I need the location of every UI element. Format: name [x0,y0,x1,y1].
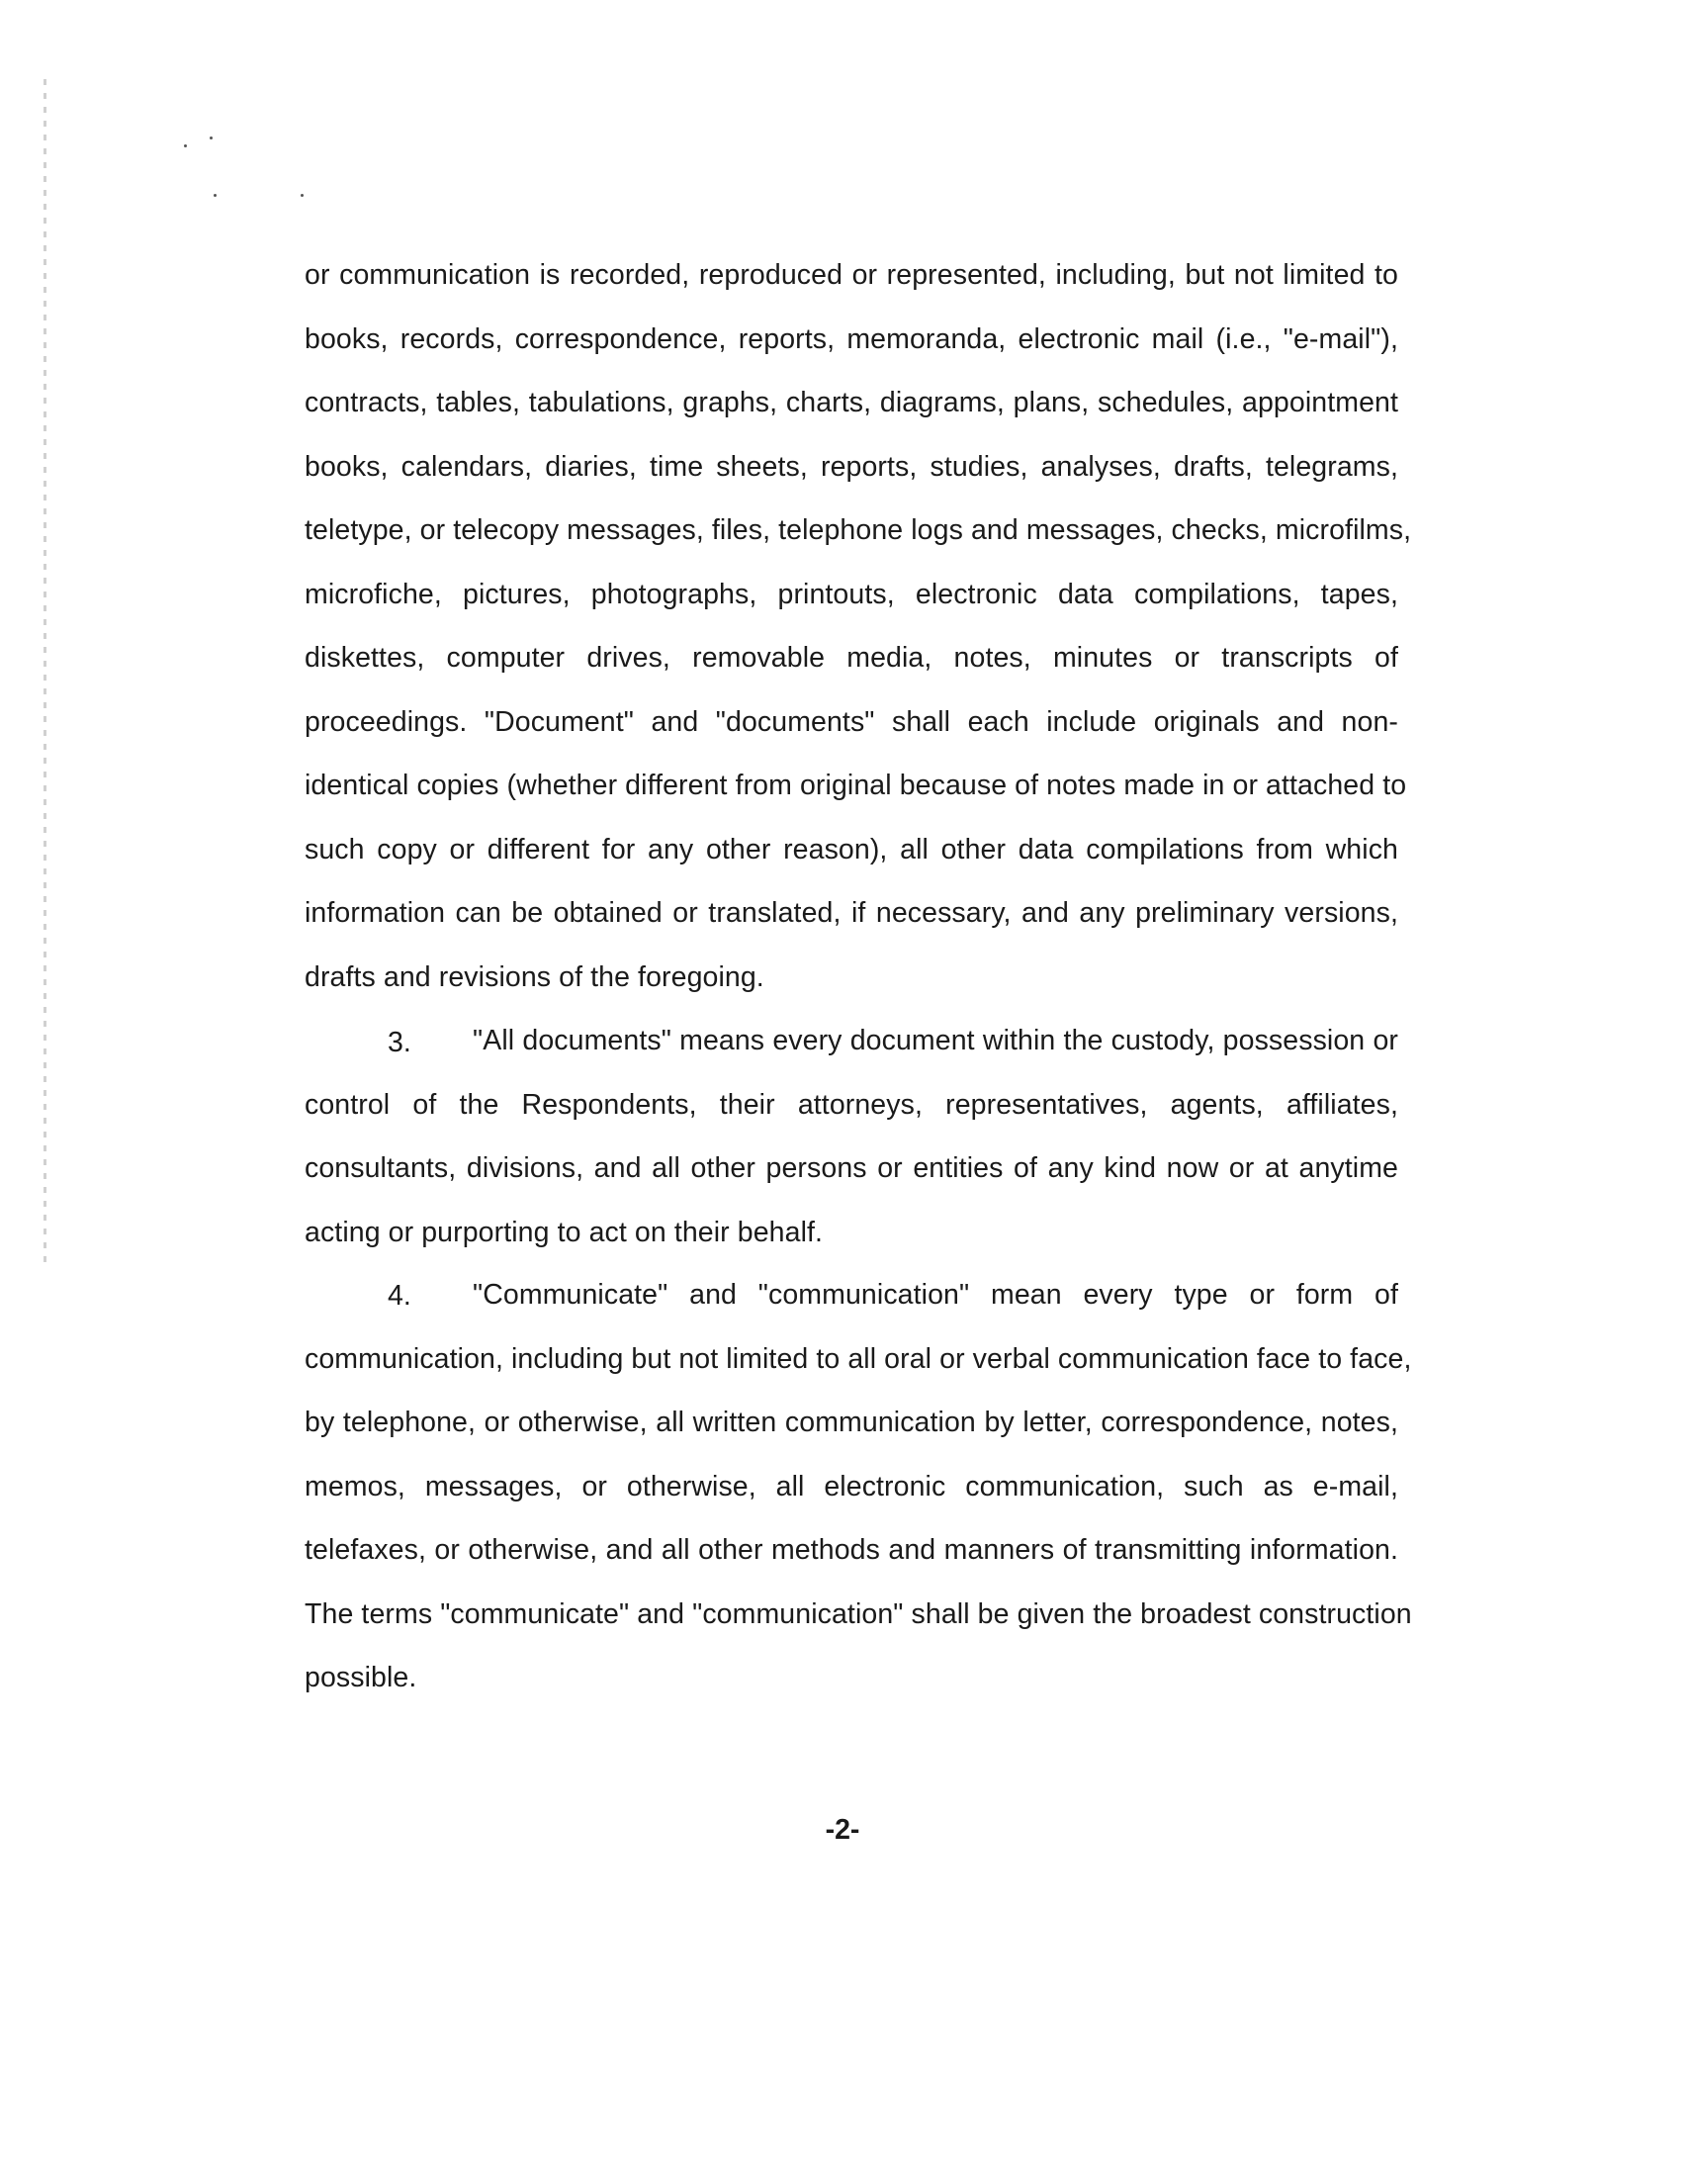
paragraph-line: books, calendars, diaries, time sheets, reports, studies, analyses, drafts, telegrams, [305,450,1398,483]
paragraph-line: teletype, or telecopy messages, files, telephone logs and messages, checks, microfilms, [305,514,1412,546]
paragraph-line: memos, messages, or otherwise, all electronic communication, such as e-mail, [305,1470,1398,1502]
paragraph-line: microfiche, pictures, photographs, printouts, electronic data compilations, tapes, [305,578,1398,610]
paragraph-line: diskettes, computer drives, removable media, notes, minutes or transcripts of [305,642,1398,674]
scan-speck [210,136,213,139]
paragraph-line: control of the Respondents, their attorneys, representatives, agents, affiliates, [305,1088,1398,1121]
paragraph-line: or communication is recorded, reproduced or represented, including, but not limited to [305,259,1398,291]
paragraph-3-number: 3. [388,1027,411,1058]
paragraph-4-first-line: "Communicate" and "communication" mean every type or form of [473,1279,1398,1311]
scan-speck [214,194,217,197]
paragraph-line: The terms "communicate" and "communication" shall be given the broadest construction [305,1597,1412,1630]
paragraph-line: contracts, tables, tabulations, graphs, charts, diagrams, plans, schedules, appointment [305,387,1398,418]
paragraph-line: books, records, correspondence, reports, memoranda, electronic mail (i.e., "e-mail"), [305,322,1398,355]
paragraph-line: telefaxes, or otherwise, and all other methods and manners of transmitting information. [305,1534,1398,1566]
page-number: -2- [825,1814,860,1846]
scan-speck [301,194,304,197]
paragraph-line: acting or purporting to act on their behalf. [305,1216,824,1248]
paragraph-line: identical copies (whether different from original because of notes made in or attached to [305,770,1407,801]
paragraph-line: possible. [305,1662,417,1693]
paragraph-line: proceedings. "Document" and "documents" shall each include originals and non- [305,705,1398,738]
paragraph-line: by telephone, or otherwise, all written communication by letter, correspondence, notes, [305,1407,1398,1438]
paragraph-line: information can be obtained or translated, if necessary, and any preliminary versions, [305,897,1398,929]
paragraph-3-first-line: "All documents" means every document within the custody, possession or [473,1025,1398,1056]
paragraph-line: such copy or different for any other reason), all other data compilations from which [305,833,1398,865]
paragraph-line: communication, including but not limited to all oral or verbal communication face to face, [305,1342,1412,1375]
paragraph-line: consultants, divisions, and all other persons or entities of any kind now or at anytime [305,1152,1398,1184]
paragraph-4-number: 4. [388,1280,411,1312]
paragraph-line: drafts and revisions of the foregoing. [305,960,764,993]
scan-edge-artifact [44,79,46,1266]
scan-speck [184,144,187,147]
